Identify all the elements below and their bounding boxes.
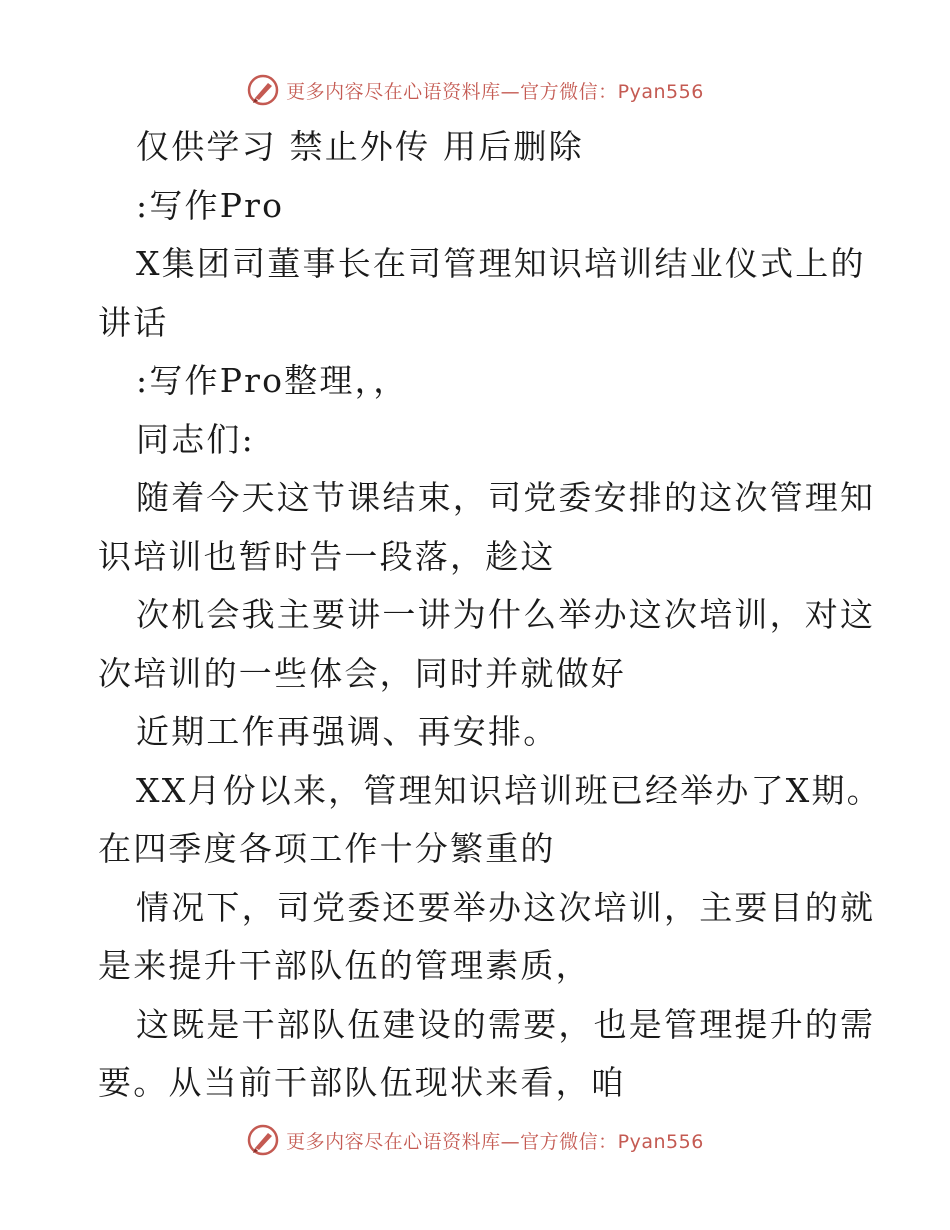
text-line: 情况下，司党委还要举办这次培训，主要目的就 xyxy=(136,887,876,927)
pen-logo-icon xyxy=(246,73,280,107)
text-line: 要。从当前干部队伍现状来看，咱 xyxy=(98,1063,626,1102)
text-line: 这既是干部队伍建设的需要，也是管理提升的需 xyxy=(136,1004,876,1044)
banner-text: 更多内容尽在心语资料库—官方微信：Pyan556 xyxy=(286,1130,704,1153)
text-line: 近期工作再强调、再安排。 xyxy=(136,712,559,751)
text-line: 是来提升干部队伍的管理素质， xyxy=(98,946,591,985)
salutation: 同志们: xyxy=(136,419,255,459)
text-line: :写作Pro整理，， xyxy=(136,361,409,400)
document-body xyxy=(98,118,882,1113)
text-line: 仅供学习 禁止外传 用后删除 xyxy=(136,127,584,166)
text-line: XX月份以来，管理知识培训班已经举办了X期。 xyxy=(136,770,882,810)
document-title: X集团司董事长在司管理知识培训结业仪式上的 xyxy=(136,244,866,283)
pen-logo-icon xyxy=(246,1123,280,1157)
text-line: 次培训的一些体会，同时并就做好 xyxy=(98,653,626,693)
text-line: 随着今天这节课结束，司党委安排的这次管理知 xyxy=(136,478,876,517)
text-line: 在四季度各项工作十分繁重的 xyxy=(98,829,556,868)
document-title-continued: 讲话 xyxy=(98,302,169,342)
header-banner xyxy=(0,68,950,112)
text-line: 识培训也暂时告一段落，趁这 xyxy=(98,536,556,576)
banner-text: 更多内容尽在心语资料库—官方微信：Pyan556 xyxy=(286,80,704,103)
footer-banner xyxy=(0,1118,950,1162)
text-line: :写作Pro xyxy=(136,185,285,225)
text-line: 次机会我主要讲一讲为什么举办这次培训，对这 xyxy=(136,595,876,634)
